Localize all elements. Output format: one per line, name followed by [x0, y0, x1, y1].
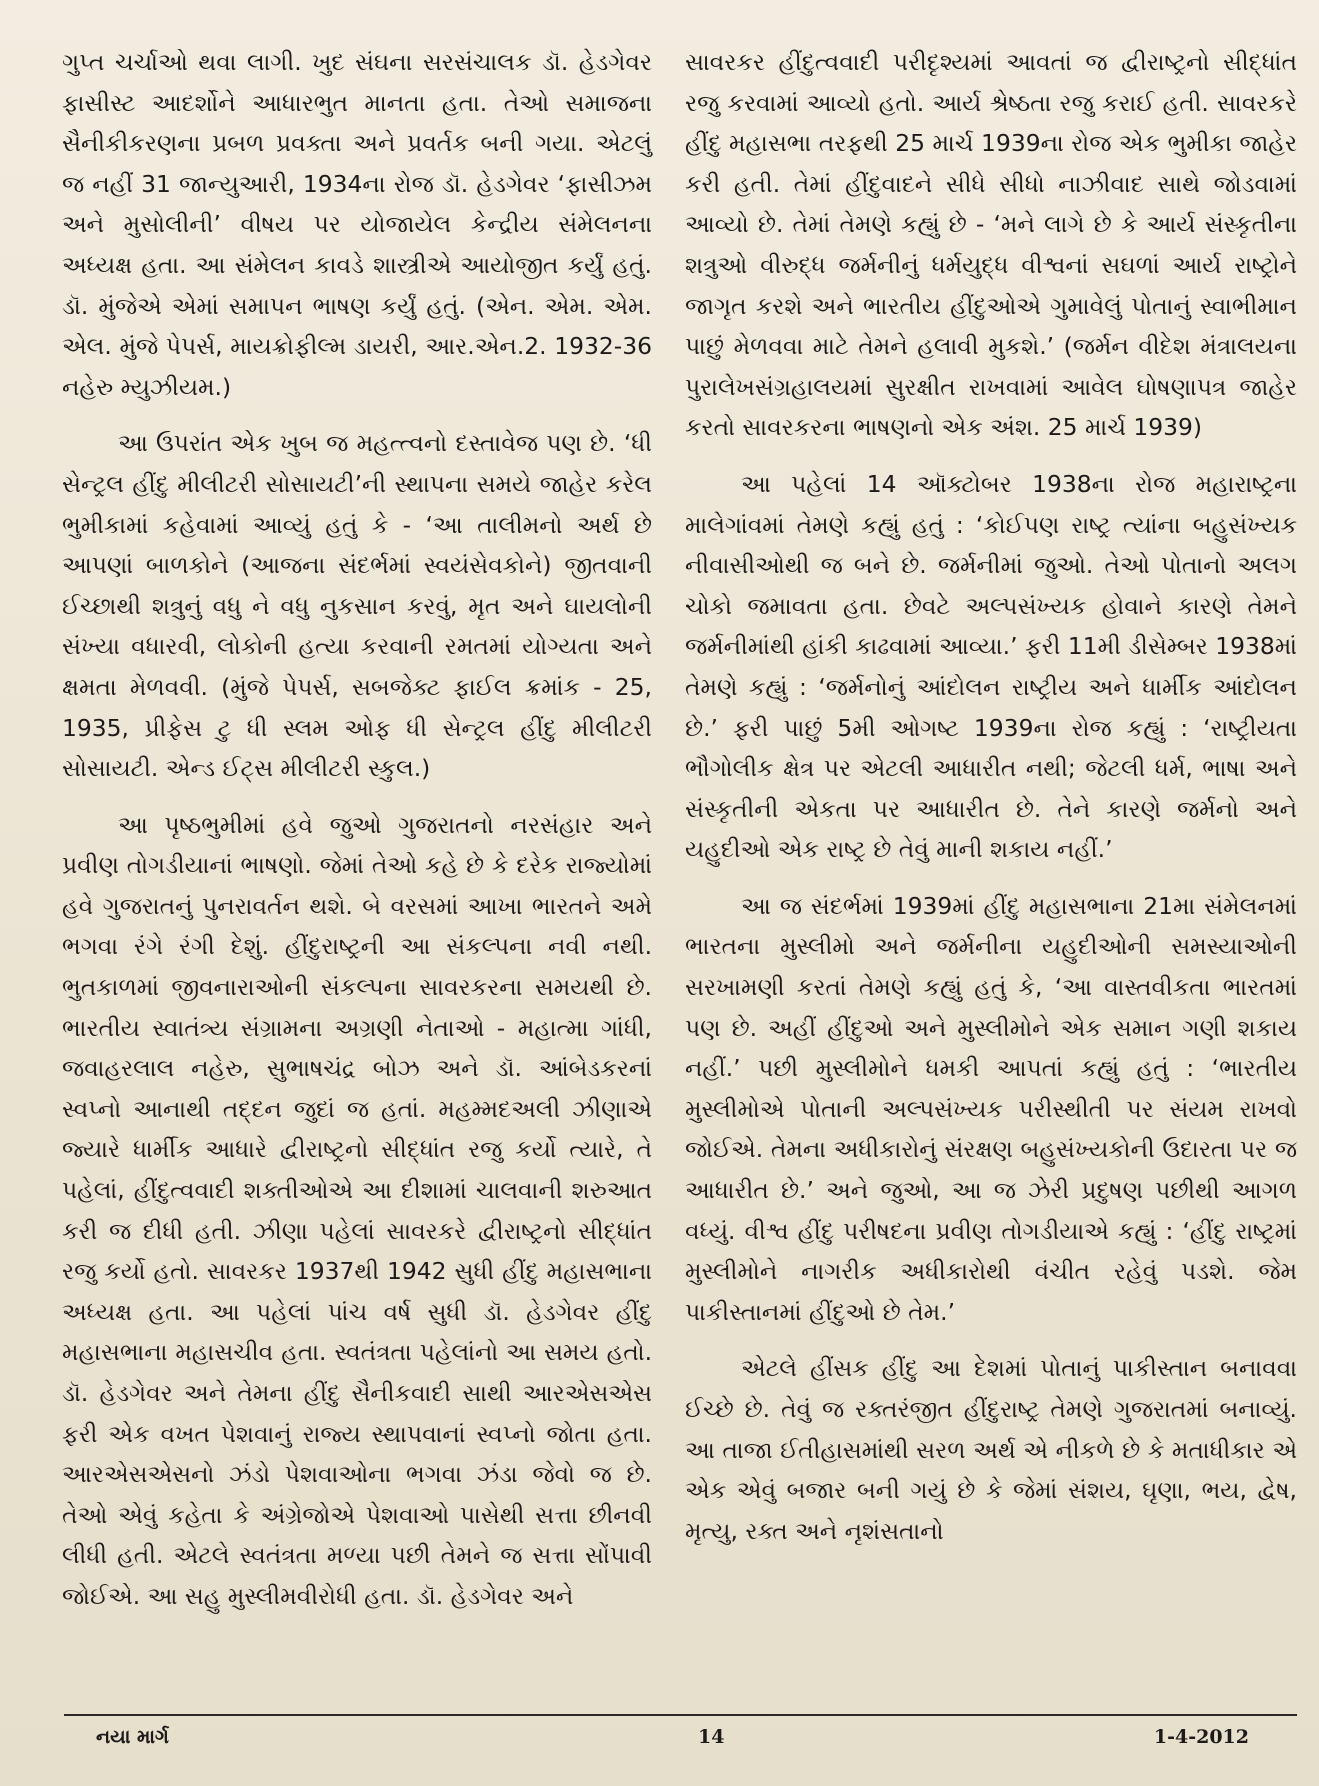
paragraph: આ પહેલાં 14 ઑક્ટોબર 1938ના રોજ મહારાષ્ટ્રના માલેગાંવમાં તેમણે કહ્યું હતું : ‘કોઈપણ રાષ્ટ્ર ત્યાંના બહુસંખ્યક નીવાસીઓથી જ બને છે. જર્મનીમાં જુઓ. તેઓ પોતાનો અલગ ચોકો જમાવતા હતા. છેવટે અલ્પસંખ્યક હોવાને કારણે તેમને જર્મનીમાંથી હાંકી કાઢવામાં આવ્યા.’ ફરી 11મી ડીસેમ્બર 1938માં તેમણે કહ્યું : ‘જર્મનોનું આંદોલન રાષ્ટ્રીય અને ધાર્મીક આંદોલન છે.’ ફરી પાછું 5મી ઓગષ્ટ 1939ના રોજ કહ્યું : ‘રાષ્ટ્રીયતા ભૌગોલીક ક્ષેત્ર પર એટલી આધારીત નથી; જેટલી ધર્મ, ભાષા અને સંસ્કૃતીની એકતા પર આધારીત છે. તેને કારણે જર્મનો અને યહુદીઓ એક રાષ્ટ્ર છે તેવું માની શકાય નહીં.’: [685, 469, 1297, 864]
page-number: 14: [698, 1726, 725, 1748]
magazine-name: નયા માર્ગ: [96, 1726, 169, 1748]
paragraph: આ જ સંદર્ભમાં 1939માં હીંદુ મહાસભાના 21મા સંમેલનમાં ભારતના મુસ્લીમો અને જર્મનીના યહુદીઓની સમસ્યાઓની સરખામણી કરતાં તેમણે કહ્યું હતું કે, ‘આ વાસ્તવીકતા ભારતમાં પણ છે. અહીં હીંદુઓ અને મુસ્લીમોને એક સમાન ગણી શકાય નહીં.’ પછી મુસ્લીમોને ધમકી આપતાં કહ્યું હતું : ‘ભારતીય મુસ્લીમોએ પોતાની અલ્પસંખ્યક પરીસ્થીતી પર સંયમ રાખવો જોઈએ. તેમના અધીકારોનું સંરક્ષણ બહુસંખ્યકોની ઉદારતા પર જ આધારીત છે.’ અને જુઓ, આ જ ઝેરી પ્રદુષણ પછીથી આગળ વધ્યું. વીશ્વ હીંદુ પરીષદના પ્રવીણ તોગડીયાએ કહ્યું : ‘હીંદુ રાષ્ટ્રમાં મુસ્લીમોને નાગરીક અધીકારોથી વંચીત રહેવું પડશે. જેમ પાકીસ્તાનમાં હીંદુઓ છે તેમ.’: [685, 891, 1297, 1326]
paragraph: આ પૃષ્ઠભુમીમાં હવે જુઓ ગુજરાતનો નરસંહાર અને પ્રવીણ તોગડીયાનાં ભાષણો. જેમાં તેઓ કહે છે કે દરેક રાજ્યોમાં હવે ગુજરાતનું પુનરાવર્તન થશે. બે વરસમાં આખા ભારતને અમે ભગવા રંગે રંગી દેશું. હીંદુરાષ્ટ્રની આ સંકલ્પના નવી નથી. ભુતકાળમાં જીવનારાઓની સંકલ્પના સાવરકરના સમયથી છે. ભારતીય સ્વાતંત્ર્ય સંગ્રામના અગ્રણી નેતાઓ - મહાત્મા ગાંધી, જવાહરલાલ નહેરુ, સુભાષચંદ્ર બોઝ અને ડૉ. આંબેડકરનાં સ્વપ્નો આનાથી તદ્દન જુદાં જ હતાં. મહમ્મદઅલી ઝીણાએ જ્યારે ધાર્મીક આધારે દ્વીરાષ્ટ્રનો સીદ્ધાંત રજુ કર્યો ત્યારે, તે પહેલાં, હીંદુત્વવાદી શક્તીઓએ આ દીશામાં ચાલવાની શરુઆત કરી જ દીધી હતી. ઝીણા પહેલાં સાવરકરે દ્વીરાષ્ટ્રનો સીદ્ધાંત રજુ કર્યો હતો. સાવરકર 1937થી 1942 સુધી હીંદુ મહાસભાના અધ્યક્ષ હતા. આ પહેલાં પાંચ વર્ષ સુધી ડૉ. હેડગેવર હીંદુ મહાસભાના મહાસચીવ હતા. સ્વતંત્રતા પહેલાંનો આ સમય હતો. ડૉ. હેડગેવર અને તેમના હીંદુ સૈનીકવાદી સાથી આરએસએસ ફરી એક વખત પેશવાનું રાજ્ય સ્થાપવાનાં સ્વપ્નો જોતા હતા. આરએસએસનો ઝંડો પેશવાઓના ભગવા ઝંડા જેવો જ છે. તેઓ એવું કહેતા કે અંગ્રેજોએ પેશવાઓ પાસેથી સત્તા છીનવી લીધી હતી. એટલે સ્વતંત્રતા મળ્યા પછી તેમને જ સત્તા સોંપાવી જોઈએ. આ સહુ મુસ્લીમવીરોધી હતા. ડૉ. હેડગેવર અને: [62, 810, 652, 1610]
right-column: [685, 42, 1297, 1567]
paragraph: આ ઉપરાંત એક ખુબ જ મહત્ત્વનો દસ્તાવેજ પણ છે. ‘ધી સેન્ટ્રલ હીંદુ મીલીટરી સોસાયટી’ની સ્થાપના સમયે જાહેર કરેલ ભુમીકામાં કહેવામાં આવ્યું હતું કે - ‘આ તાલીમનો અર્થ છે આપણાં બાળકોને (આજના સંદર્ભમાં સ્વયંસેવકોને) જીતવાની ઈચ્છાથી શત્રુનું વધુ ને વધુ નુકસાન કરવું, મૃત અને ઘાયલોની સંખ્યા વધારવી, લોકોની હત્યા કરવાની રમતમાં યોગ્યતા અને ક્ષમતા મેળવવી. (મુંજે પેપર્સ, સબજેક્ટ ફાઈલ ક્રમાંક - 25, 1935, પ્રીફેસ ટુ ધી સ્લમ ઓફ ધી સેન્ટ્રલ હીંદુ મીલીટરી સોસાયટી. એન્ડ ઈટ્સ મીલીટરી સ્કુલ.): [62, 429, 652, 783]
paragraph: એટલે હીંસક હીંદુ આ દેશમાં પોતાનું પાકીસ્તાન બનાવવા ઈચ્છે છે. તેવું જ રક્તરંજીત હીંદુરાષ્ટ્ર તેમણે ગુજરાતમાં બનાવ્યું. આ તાજા ઈતીહાસમાંથી સરળ અર્થ એ નીકળે છે કે મતાધીકાર એ એક એવું બજાર બની ગયું છે કે જેમાં સંશય, ઘૃણા, ભય, દ્વેષ, મૃત્યુ, રક્ત અને નૃશંસતાનો: [685, 1354, 1297, 1545]
page-footer: [0, 1726, 1319, 1766]
left-column: [62, 42, 652, 1633]
paragraph: સાવરકર હીંદુત્વવાદી પરીદૃશ્યમાં આવતાં જ દ્વીરાષ્ટ્રનો સીદ્ધાંત રજુ કરવામાં આવ્યો હતો. આર્ય શ્રેષ્ઠતા રજુ કરાઈ હતી. સાવરકરે હીંદુ મહાસભા તરફથી 25 માર્ચ 1939ના રોજ એક ભુમીકા જાહેર કરી હતી. તેમાં હીંદુવાદને સીધે સીધો નાઝીવાદ સાથે જોડવામાં આવ્યો છે. તેમાં તેમણે કહ્યું છે - ‘મને લાગે છે કે આર્ય સંસ્કૃતીના શત્રુઓ વીરુદ્ધ જર્મનીનું ધર્મયુદ્ધ વીશ્વનાં સઘળાં આર્ય રાષ્ટ્રોને જાગૃત કરશે અને ભારતીય હીંદુઓએ ગુમાવેલું પોતાનું સ્વાભીમાન પાછું મેળવવા માટે તેમને હલાવી મુકશે.’ (જર્મન વીદેશ મંત્રાલયના પુરાલેખસંગ્રહાલયમાં સુરક્ષીત રાખવામાં આવેલ ઘોષણાપત્ર જાહેર કરતો સાવરકરના ભાષણનો એક અંશ. 25 માર્ચ 1939): [685, 48, 1297, 442]
issue-date: 1-4-2012: [1153, 1726, 1249, 1748]
footer-divider: [64, 1714, 1297, 1716]
paragraph: ગુપ્ત ચર્ચાઓ થવા લાગી. ખુદ સંઘના સરસંચાલક ડૉ. હેડગેવર ફાસીસ્ટ આદર્શોને આધારભુત માનતા હતા. તેઓ સમાજના સૈનીકીકરણના પ્રબળ પ્રવક્તા અને પ્રવર્તક બની ગયા. એટલું જ નહીં 31 જાન્યુઆરી, 1934ના રોજ ડૉ. હેડગેવર ‘ફાસીઝમ અને મુસોલીની’ વીષય પર યોજાયેલ કેન્દ્રીય સંમેલનના અધ્યક્ષ હતા. આ સંમેલન કાવડે શાસ્ત્રીએ આયોજીત કર્યું હતું. ડૉ. મુંજેએ એમાં સમાપન ભાષણ કર્યું હતું. (એન. એમ. એમ. એલ. મુંજે પેપર્સ, માયક્રોફીલ્મ ડાયરી, આર.એન.2. 1932-36 નહેરુ મ્યુઝીયમ.): [62, 48, 652, 401]
